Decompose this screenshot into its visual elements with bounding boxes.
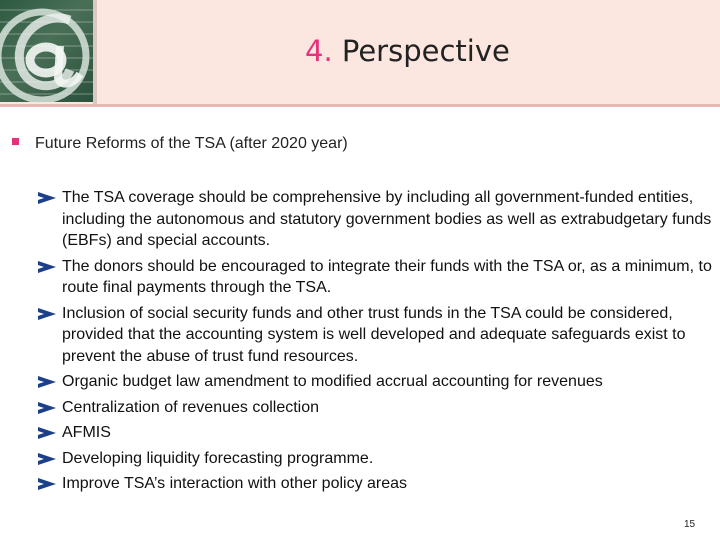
arrow-bullet-icon: [38, 261, 56, 273]
arrow-bullet-icon: [38, 427, 56, 439]
arrow-bullet-icon: [38, 308, 56, 320]
list-item: [38, 256, 716, 299]
bullet-text: Centralization of revenues collection: [62, 398, 320, 416]
section-subtitle: [12, 133, 348, 155]
bullet-text: Organic budget law amendment to modified accrual accounting for revenues: [62, 373, 603, 390]
list-item: [38, 303, 716, 368]
title-text: Perspective: [341, 34, 510, 68]
arrow-bullet-icon: [38, 402, 56, 414]
list-item: [38, 422, 716, 444]
bullet-text: AFMIS: [62, 424, 111, 441]
title-number: 4.: [305, 34, 333, 68]
page-title: [305, 31, 510, 71]
square-bullet-icon: [12, 138, 19, 145]
logo-divider: [93, 0, 97, 104]
list-item: [38, 448, 716, 470]
bullet-list: [38, 187, 716, 499]
list-item: [38, 371, 716, 393]
arrow-bullet-icon: [38, 453, 56, 465]
bullet-text: Improve TSA’s interaction with other policy areas: [62, 475, 408, 492]
header-divider: [0, 104, 720, 107]
page-number: 15: [684, 519, 696, 530]
slide-header: [0, 0, 720, 104]
bullet-text: The TSA coverage should be comprehensive by including all government-funded entities, including the autonomous and statutory government bodies as well as extrabudgetary funds (EBFs) and special accounts.: [62, 189, 712, 249]
arrow-bullet-icon: [38, 376, 56, 388]
arrow-bullet-icon: [38, 192, 56, 204]
list-item: [38, 473, 716, 495]
bullet-text: Developing liquidity forecasting programme.: [62, 449, 374, 467]
arrow-bullet-icon: [38, 478, 56, 490]
list-item: [38, 187, 716, 252]
bullet-text: The donors should be encouraged to integrate their funds with the TSA or, as a minimum, to route final payments through the TSA.: [62, 257, 712, 296]
logo-icon: [0, 0, 93, 102]
bullet-text: Inclusion of social security funds and other trust funds in the TSA could be considered, provided that the accounting system is well developed and adequate safeguards exist to prevent the abuse of trust fund resources.: [62, 304, 686, 365]
list-item: [38, 397, 716, 419]
subtitle-text: Future Reforms of the TSA (after 2020 year): [35, 135, 348, 152]
